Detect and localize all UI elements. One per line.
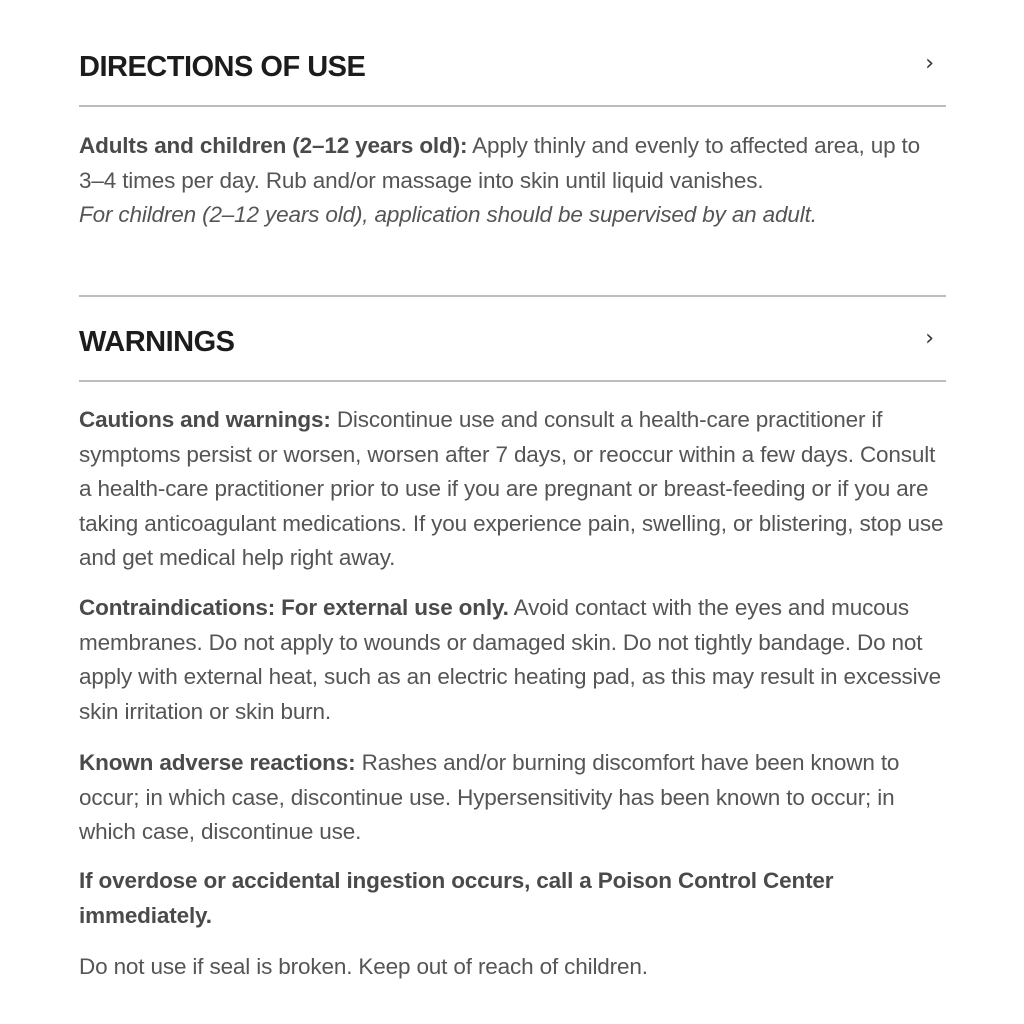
directions-chevron-right-icon[interactable]: › bbox=[925, 51, 934, 76]
directions-text: Apply thinly and evenly to affected area, up to 3–4 times per day. Rub and/or massage into skin until liquid vanishes. bbox=[79, 133, 921, 193]
adverse-lead: Known adverse reactions: bbox=[79, 750, 356, 775]
directions-paragraph bbox=[79, 129, 949, 233]
adverse-reactions-paragraph bbox=[79, 746, 949, 850]
directions-section bbox=[79, 50, 946, 110]
directions-header[interactable] bbox=[79, 50, 946, 110]
warnings-header[interactable] bbox=[79, 325, 946, 385]
directions-italic-note: For children (2–12 years old), application should be supervised by an adult. bbox=[79, 202, 817, 228]
seal-paragraph: Do not use if seal is broken. Keep out of reach of children. bbox=[79, 954, 648, 979]
overdose-paragraph: If overdose or accidental ingestion occurs, call a Poison Control Center immediately. bbox=[79, 868, 834, 928]
adverse-text: Rashes and/or burning discomfort have been known to occur; in which case, discontinue use. Hypersensitivity has been known to occur; in which case, discontinue use. bbox=[79, 750, 900, 845]
contraindications-text: Avoid contact with the eyes and mucous membranes. Do not apply to wounds or damaged skin. Do not tightly bandage. Do not apply with external heat, such as an electric heating pad, as this may result in excessive skin irritation or skin burn. bbox=[79, 595, 941, 724]
warnings-title: WARNINGS bbox=[79, 326, 235, 358]
warnings-chevron-right-icon[interactable]: › bbox=[925, 326, 934, 351]
cautions-text: Discontinue use and consult a health-care practitioner if symptoms persist or worsen, worsen after 7 days, or reoccur within a few days. Consult a health-care practitioner prior to use if you are pregnant or breast-feeding or if you are taking anticoagulant medications. If you experience pain, swelling, or blistering, stop use and get medical help right away. bbox=[79, 407, 944, 571]
directions-divider bbox=[79, 105, 946, 107]
warnings-section bbox=[79, 325, 946, 385]
warnings-divider bbox=[79, 380, 946, 382]
directions-title: DIRECTIONS OF USE bbox=[79, 51, 366, 83]
section-divider bbox=[79, 295, 946, 297]
contraindications-paragraph bbox=[79, 591, 949, 729]
contraindications-lead: Contraindications: For external use only. bbox=[79, 595, 509, 620]
cautions-lead: Cautions and warnings: bbox=[79, 407, 331, 432]
cautions-paragraph bbox=[79, 403, 949, 576]
directions-lead: Adults and children (2–12 years old): bbox=[79, 133, 468, 158]
